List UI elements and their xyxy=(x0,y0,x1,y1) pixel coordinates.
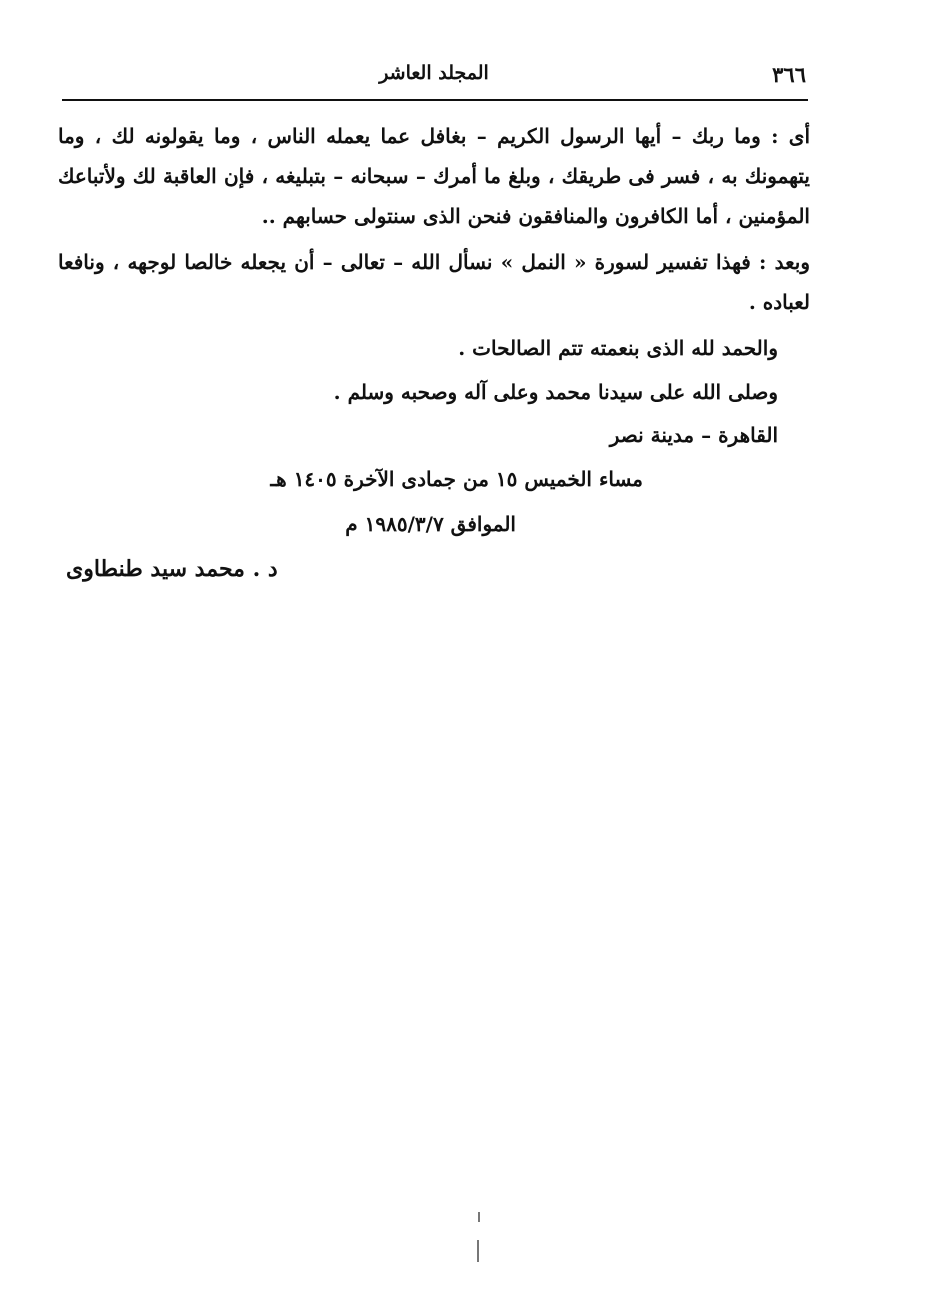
running-title: المجلد العاشر xyxy=(379,62,489,84)
gregorian-date: الموافق ١٩٨٥/٣/٧ م xyxy=(345,512,516,536)
closing-blessing: وصلى الله على سيدنا محمد وعلى آله وصحبه وسلم . xyxy=(333,380,778,404)
scan-artifact xyxy=(478,1212,480,1222)
page-number: ٣٦٦ xyxy=(772,62,806,87)
paragraph-conclusion: وبعد : فهذا تفسير لسورة « النمل » نسأل الله – تعالى – أن يجعله خالصا لوجهه ، ونافعا لعباده . xyxy=(58,250,810,314)
body-text xyxy=(58,116,810,328)
hijri-date: مساء الخميس ١٥ من جمادى الآخرة ١٤٠٥ هـ xyxy=(270,467,643,491)
closing-place: القاهرة – مدينة نصر xyxy=(609,423,778,447)
page-header xyxy=(62,56,806,96)
closing-praise: والحمد لله الذى بنعمته تتم الصالحات . xyxy=(458,336,778,360)
author-signature: د . محمد سيد طنطاوى xyxy=(66,556,278,582)
paragraph-explanation: أى : وما ربك – أيها الرسول الكريم – بغافل عما يعمله الناس ، وما يقولونه لك ، وما يتهمونك به ، فسر فى طريقك ، وبلغ ما أمرك – سبحانه – بتبليغه ، فإن العاقبة لك ولأتباعك المؤمنين ، أما الكافرون والمنافقون فنحن الذى سنتولى حسابهم .. xyxy=(58,124,810,228)
header-divider xyxy=(62,99,808,101)
scan-artifact xyxy=(477,1240,479,1262)
